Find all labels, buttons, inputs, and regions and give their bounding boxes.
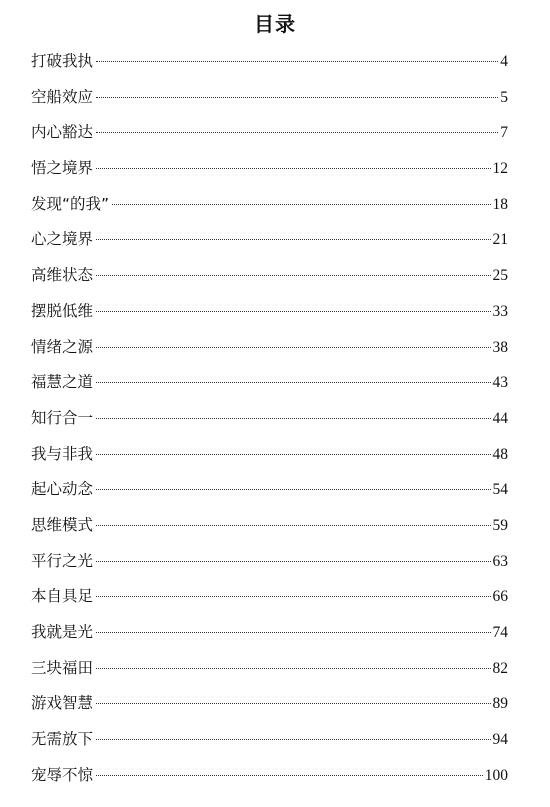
toc-entry[interactable] (31, 330, 508, 366)
toc-page-number: 94 (492, 731, 508, 749)
toc-entry[interactable] (31, 44, 508, 80)
toc-page-number: 63 (492, 552, 508, 570)
toc-entry-label: 游戏智慧 (31, 694, 94, 713)
toc-dot-leader (96, 382, 490, 383)
toc-entry[interactable] (31, 472, 508, 508)
toc-dot-leader (96, 275, 490, 276)
toc-dot-leader (96, 596, 490, 597)
toc-entry[interactable] (31, 508, 508, 544)
toc-entry-label: 悟之境界 (31, 159, 94, 178)
toc-page-number: 89 (492, 695, 508, 713)
toc-entry-label: 本自具足 (31, 587, 94, 606)
toc-dot-leader (96, 347, 490, 348)
toc-entry-label: 宠辱不惊 (31, 765, 94, 784)
toc-entry[interactable] (31, 401, 508, 437)
toc-page-number: 12 (492, 160, 508, 178)
toc-entry[interactable] (31, 187, 508, 223)
toc-entry-label: 知行合一 (31, 408, 94, 427)
toc-dot-leader (96, 418, 490, 419)
toc-page-number: 54 (492, 481, 508, 499)
toc-page-number: 33 (492, 302, 508, 320)
toc-page-number: 7 (500, 124, 508, 142)
toc-dot-leader (96, 454, 490, 455)
toc-dot-leader (96, 703, 490, 704)
toc-entry-label: 福慧之道 (31, 373, 94, 392)
toc-entry[interactable] (31, 651, 508, 687)
toc-dot-leader (96, 775, 483, 776)
toc-page-number: 18 (492, 195, 508, 213)
toc-page-number: 25 (492, 267, 508, 285)
toc-entry[interactable] (31, 579, 508, 615)
toc-entry[interactable] (31, 722, 508, 758)
toc-page-number: 74 (492, 624, 508, 641)
toc-dot-leader (96, 61, 498, 62)
toc-page-number: 43 (492, 374, 508, 392)
toc-entry[interactable] (31, 115, 508, 151)
toc-entry-label: 我与非我 (31, 444, 94, 463)
toc-dot-leader (96, 525, 490, 526)
toc-entry[interactable] (31, 222, 508, 258)
toc-dot-leader (96, 668, 490, 669)
toc-entry-label: 空船效应 (31, 87, 94, 106)
toc-entry-label: 三块福田 (31, 658, 94, 677)
toc-page-number: 100 (484, 766, 508, 784)
toc-entry-label: 无需放下 (31, 730, 94, 749)
toc-page-number: 66 (492, 588, 508, 606)
toc-entry-label: 平行之光 (31, 551, 94, 570)
toc-entry-label: 情绪之源 (31, 337, 94, 356)
toc-dot-leader (96, 561, 490, 562)
toc-entry[interactable] (31, 80, 508, 116)
toc-page-number: 4 (500, 53, 508, 70)
toc-page-number: 48 (492, 445, 508, 463)
toc-entry-label: 我就是光 (31, 623, 94, 641)
toc-entry[interactable] (31, 365, 508, 401)
toc-dot-leader (96, 489, 490, 490)
toc-entry[interactable] (31, 437, 508, 473)
toc-entry-label: 内心豁达 (31, 123, 94, 142)
toc-entry-label: 高维状态 (31, 266, 94, 285)
toc-dot-leader (96, 168, 490, 169)
toc-dot-leader (96, 132, 498, 133)
toc-entry[interactable] (31, 258, 508, 294)
toc-page-number: 5 (500, 88, 508, 106)
toc-dot-leader (96, 311, 490, 312)
toc-dot-leader (96, 239, 490, 240)
toc-entry[interactable] (31, 151, 508, 187)
toc-dot-leader (112, 204, 490, 205)
toc-page-number: 38 (492, 338, 508, 356)
toc-entry-label: 起心动念 (31, 480, 94, 499)
toc-list (31, 44, 508, 793)
toc-entry-label: 摆脱低维 (31, 301, 94, 320)
toc-entry[interactable] (31, 544, 508, 580)
toc-page-number: 82 (492, 659, 508, 677)
toc-entry-label: 发现“的我” (31, 194, 110, 213)
toc-title: 目录 (254, 12, 296, 36)
toc-page-number: 21 (492, 231, 508, 249)
toc-entry[interactable] (31, 758, 508, 794)
toc-dot-leader (96, 632, 490, 633)
toc-entry-label: 心之境界 (31, 230, 94, 249)
toc-page-number: 59 (492, 516, 508, 534)
toc-dot-leader (96, 97, 498, 98)
toc-dot-leader (96, 739, 490, 740)
toc-entry[interactable] (31, 686, 508, 722)
toc-page-number: 44 (492, 409, 508, 427)
toc-entry[interactable] (31, 294, 508, 330)
toc-entry[interactable] (31, 615, 508, 651)
toc-entry-label: 打破我执 (31, 52, 94, 70)
toc-entry-label: 思维模式 (31, 515, 94, 534)
